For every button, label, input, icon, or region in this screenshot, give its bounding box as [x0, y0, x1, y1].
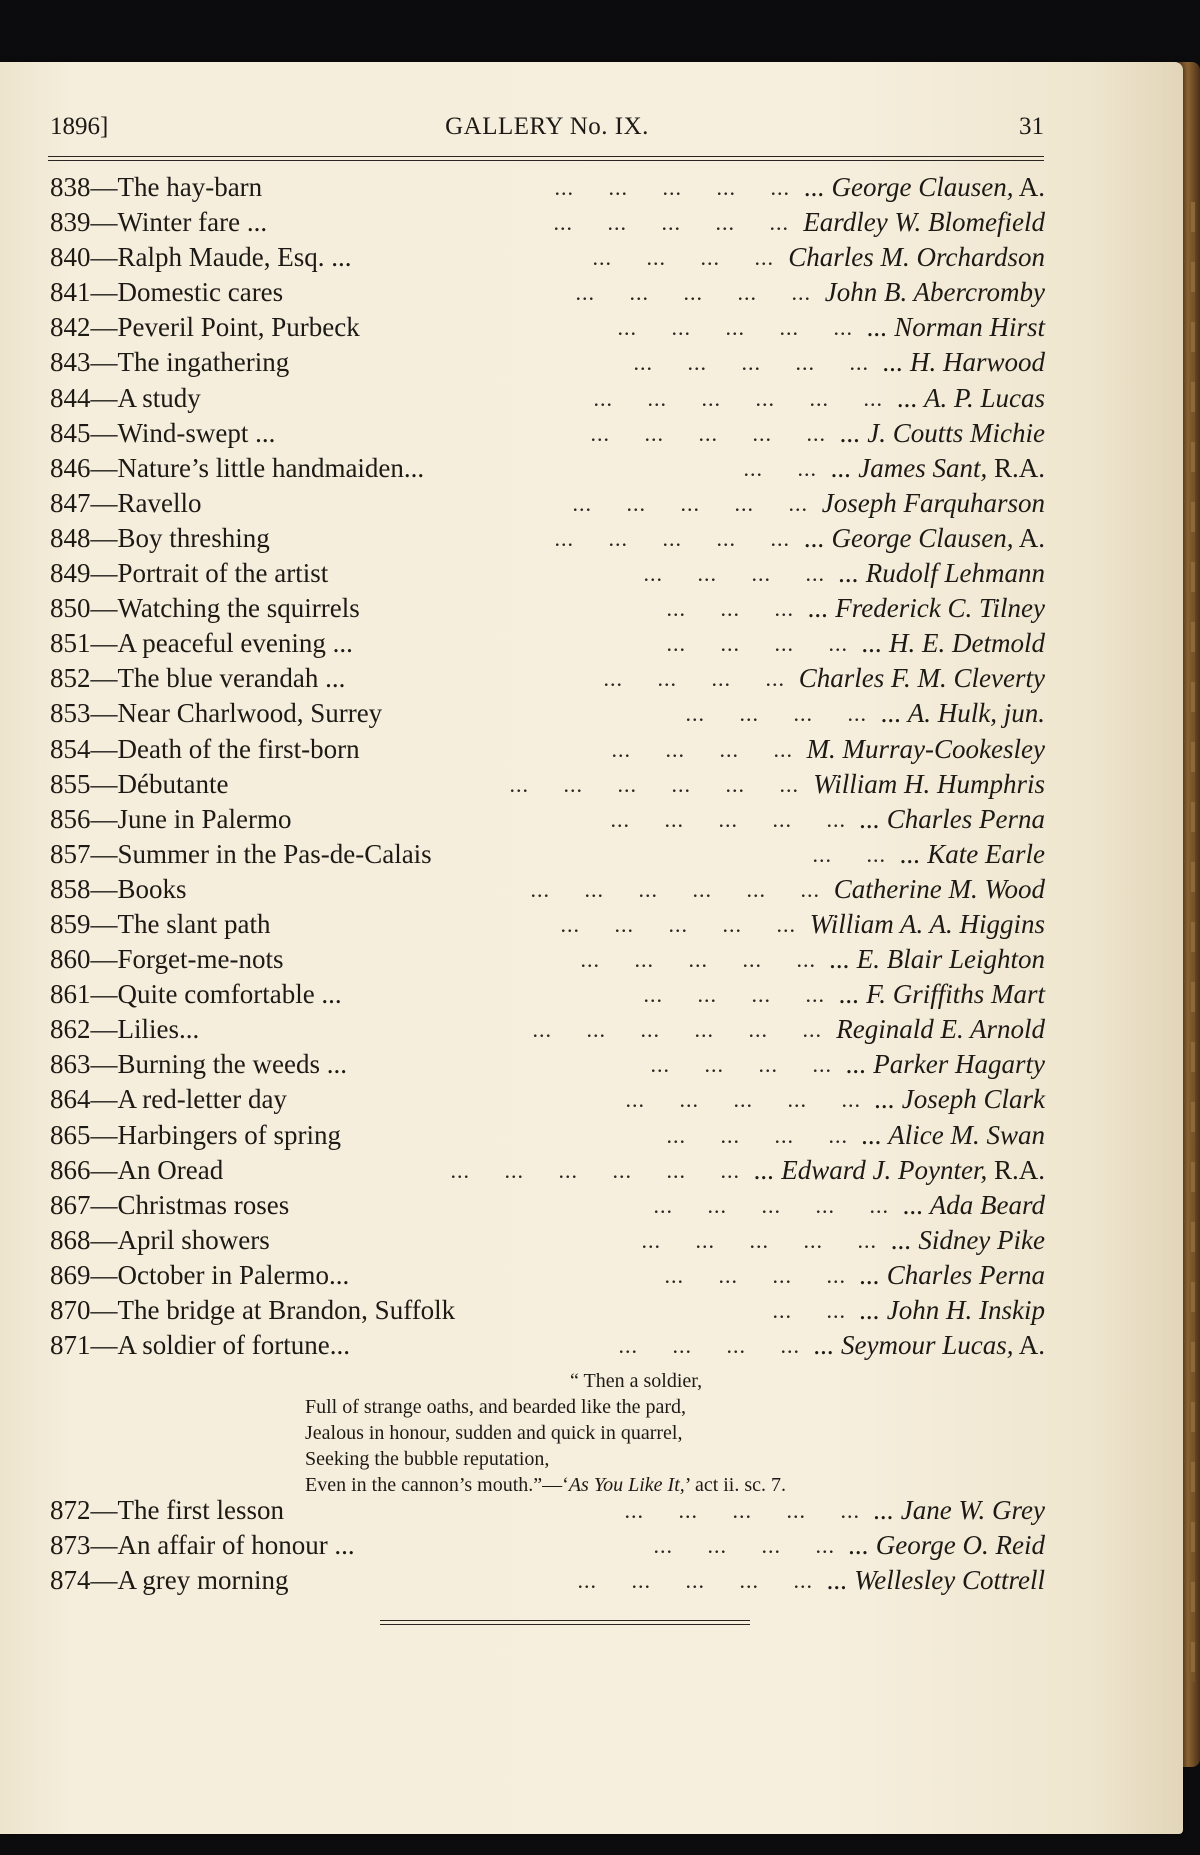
entry-artist [831, 453, 1045, 484]
entry-artist [846, 1049, 1045, 1080]
entry-dot-leaders: ... ... ... [666, 596, 794, 622]
catalogue-entry [50, 488, 1045, 523]
artist-name: Catherine M. Wood [833, 873, 1045, 904]
entry-artist [814, 1330, 1045, 1361]
entry-title: 863—Burning the weeds ... [50, 1049, 347, 1080]
catalogue-entries-continued [50, 1495, 1045, 1600]
entry-title: 846—Nature’s little handmaiden... [50, 452, 425, 483]
entry-title: 866—An Oread [50, 1154, 224, 1185]
entry-dot-leaders: ... ... ... ... ... [580, 947, 816, 973]
artist-name: ... Jane W. Grey [873, 1495, 1045, 1525]
artist-name: ... James Sant, [831, 452, 988, 483]
catalogue-entry [50, 979, 1045, 1014]
entry-artist [830, 944, 1045, 975]
artist-name: William A. A. Higgins [809, 908, 1045, 939]
artist-name: ... John H. Inskip [859, 1295, 1045, 1325]
entry-artist [808, 593, 1045, 624]
entry-dot-leaders: ... ... ... ... ... [653, 1192, 889, 1218]
footer-double-rule [380, 1620, 750, 1625]
entry-dot-leaders: ... ... ... ... [664, 1262, 846, 1288]
catalogue-entry [50, 277, 1045, 312]
catalogue-entry [50, 1084, 1045, 1119]
entry-artist [827, 1565, 1045, 1596]
catalogue-entry [50, 1330, 1045, 1365]
artist-name: ... A. P. Lucas [897, 382, 1045, 413]
entry-title: 842—Peveril Point, Purbeck [50, 312, 360, 343]
catalogue-entry [50, 874, 1045, 909]
entry-title: 845—Wind-swept ... [50, 417, 276, 448]
artist-name: ... Frederick C. Tilney [808, 593, 1045, 624]
catalogue-entry [50, 628, 1045, 663]
entry-dot-leaders: ... ... ... ... [592, 245, 774, 271]
entry-artist [897, 383, 1045, 414]
catalogue-entry [50, 1120, 1045, 1155]
catalogue-entry [50, 1014, 1045, 1049]
entry-title: 855—Débutante [50, 768, 229, 799]
artist-name: Joseph Farquharson [821, 487, 1045, 518]
catalogue-entry [50, 1260, 1045, 1295]
catalogue-entry [50, 1225, 1045, 1260]
entry-dot-leaders: ... ... ... ... [666, 631, 848, 657]
entry-artist [754, 1155, 1045, 1186]
entry-title: 872—The first lesson [50, 1495, 284, 1525]
catalogue-entry [50, 1190, 1045, 1225]
artist-name: ... George Clausen, [804, 172, 1014, 202]
entry-dot-leaders: ... ... ... ... [611, 736, 793, 762]
catalogue-entry [50, 839, 1045, 874]
catalogue-entry [50, 1530, 1045, 1565]
entry-artist [813, 769, 1045, 800]
entry-artist [867, 312, 1045, 343]
artist-academy-suffix: R.A. [987, 1154, 1045, 1185]
entry-dot-leaders: ... ... ... ... ... [590, 420, 826, 446]
entry-artist [803, 207, 1045, 238]
entry-dot-leaders: ... ... ... ... ... [633, 350, 869, 376]
artist-name: Eardley W. Blomefield [803, 207, 1045, 238]
catalogue-entry [50, 242, 1045, 277]
artist-name: Charles M. Orchardson [788, 242, 1045, 273]
artist-name: ... Ada Beard [903, 1189, 1045, 1220]
quote-line-4: Seeking the bubble reputation, [305, 1448, 550, 1470]
entry-artist [807, 734, 1045, 765]
artist-name: ... Joseph Clark [874, 1084, 1045, 1115]
entry-dot-leaders: ... ... [812, 841, 886, 867]
entry-title: 854—Death of the first-born [50, 733, 360, 764]
entry-title: 861—Quite comfortable ... [50, 979, 342, 1010]
entry-dot-leaders: ... ... ... ... ... [624, 1498, 860, 1523]
entry-title: 858—Books [50, 873, 187, 904]
artist-academy-suffix: A. [1013, 1330, 1045, 1361]
entry-title: 859—The slant path [50, 908, 271, 939]
entry-artist [799, 663, 1045, 694]
entry-dot-leaders: ... ... ... ... ... [554, 175, 790, 200]
quote-line-1: “ Then a soldier, [570, 1370, 703, 1392]
entry-artist [822, 488, 1045, 519]
quote-source-title: As You Like It, [568, 1474, 685, 1496]
entry-title: 867—Christmas roses [50, 1189, 290, 1220]
entry-title: 840—Ralph Maude, Esq. ... [50, 242, 352, 273]
entry-title: 873—An affair of honour ... [50, 1530, 355, 1561]
entry-dot-leaders: ... ... ... ... [618, 1333, 800, 1359]
catalogue-entry [50, 383, 1045, 418]
entry-title: 871—A soldier of fortune... [50, 1330, 350, 1361]
entry-title: 838—The hay-barn [50, 172, 263, 202]
artist-name: ... Charles Perna [859, 1259, 1045, 1290]
catalogue-entry [50, 1155, 1045, 1190]
header-double-rule [48, 156, 1044, 161]
entry-artist [883, 347, 1045, 378]
entry-dot-leaders: ... ... ... ... ... ... [509, 771, 799, 797]
entry-dot-leaders: ... ... ... ... [603, 666, 785, 692]
catalogue-entry [50, 207, 1045, 242]
artist-academy-suffix: A. [1013, 522, 1045, 553]
entry-title: 843—The ingathering [50, 347, 290, 378]
entry-dot-leaders: ... ... ... ... ... [577, 1568, 813, 1594]
artist-name: ... Edward J. Poynter, [754, 1154, 988, 1185]
header-year: 1896] [50, 113, 109, 140]
entry-artist [834, 874, 1045, 905]
entry-title: 847—Ravello [50, 487, 202, 518]
catalogue-entry [50, 944, 1045, 979]
entry-artist [805, 523, 1046, 554]
entry-title: 841—Domestic cares [50, 277, 284, 308]
entry-title: 860—Forget-me-nots [50, 944, 284, 975]
entry-artist [839, 979, 1045, 1010]
artist-name: Charles F. M. Cleverty [798, 663, 1045, 694]
catalogue-entry [50, 734, 1045, 769]
entry-artist [860, 1295, 1045, 1326]
artist-name: ... Seymour Lucas, [814, 1330, 1014, 1361]
entry-title: 874—A grey morning [50, 1565, 289, 1596]
entry-title: 849—Portrait of the artist [50, 558, 329, 589]
shakespeare-quotation [305, 1368, 985, 1498]
artist-name: Reginald E. Arnold [836, 1014, 1045, 1045]
catalogue-entry [50, 1495, 1045, 1530]
entry-dot-leaders: ... ... ... ... ... [575, 280, 811, 306]
header-page-number: 31 [1019, 113, 1044, 140]
catalogue-entry [50, 172, 1045, 207]
catalogue-entry [50, 453, 1045, 488]
entry-title: 868—April showers [50, 1224, 270, 1255]
entry-artist [891, 1225, 1045, 1256]
catalogue-entry [50, 663, 1045, 698]
entry-artist [839, 558, 1045, 589]
entry-dot-leaders: ... ... ... ... ... [625, 1087, 861, 1113]
entry-dot-leaders: ... ... ... ... ... ... [450, 1157, 740, 1183]
artist-name: ... Alice M. Swan [861, 1119, 1045, 1150]
entry-dot-leaders: ... ... ... ... ... [641, 1227, 877, 1253]
artist-name: William H. Humphris [813, 768, 1045, 799]
catalogue-entry [50, 312, 1045, 347]
quote-line-2: Full of strange oaths, and bearded like the pard, [305, 1396, 686, 1418]
entry-artist [788, 242, 1045, 273]
entry-title: 848—Boy threshing [50, 522, 270, 553]
artist-name: ... George Clausen, [804, 522, 1014, 553]
entry-dot-leaders: ... ... ... ... [650, 1052, 832, 1078]
entry-title: 839—Winter fare ... [50, 207, 268, 238]
artist-name: ... F. Griffiths Mart [839, 979, 1045, 1010]
artist-academy-suffix: R.A. [987, 452, 1045, 483]
artist-name: ... J. Coutts Michie [840, 417, 1045, 448]
entry-title: 865—Harbingers of spring [50, 1119, 341, 1150]
catalogue-entry [50, 769, 1045, 804]
entry-title: 844—A study [50, 382, 201, 413]
catalogue-entry [50, 558, 1045, 593]
entry-artist [875, 1084, 1045, 1115]
artist-name: ... Charles Perna [859, 803, 1045, 834]
entry-artist [810, 909, 1045, 940]
artist-name: ... Norman Hirst [867, 312, 1045, 343]
entry-title: 870—The bridge at Brandon, Suffolk [50, 1295, 456, 1325]
entry-title: 850—Watching the squirrels [50, 593, 360, 624]
entry-artist [874, 1495, 1045, 1526]
artist-name: M. Murray-Cookesley [806, 733, 1045, 764]
entry-dot-leaders: ... ... ... ... [643, 561, 825, 587]
entry-artist [900, 839, 1045, 870]
header-gallery-title: GALLERY No. IX. [445, 113, 649, 140]
entry-artist [862, 1120, 1045, 1151]
catalogue-entry [50, 593, 1045, 628]
catalogue-entry [50, 1295, 1045, 1330]
catalogue-entries [50, 172, 1045, 1365]
entry-title: 852—The blue verandah ... [50, 663, 346, 694]
entry-dot-leaders: ... ... ... ... ... [617, 315, 853, 341]
catalogue-entry [50, 523, 1045, 558]
artist-name: ... Parker Hagarty [846, 1049, 1045, 1080]
entry-dot-leaders: ... ... ... ... ... [553, 210, 789, 236]
catalogue-entry [50, 1049, 1045, 1084]
artist-name: ... Rudolf Lehmann [838, 558, 1045, 589]
entry-dot-leaders: ... ... ... ... [685, 701, 867, 727]
entry-dot-leaders: ... ... ... ... ... [572, 490, 808, 516]
entry-title: 851—A peaceful evening ... [50, 628, 353, 659]
artist-name: John B. Abercromby [824, 277, 1045, 308]
entry-dot-leaders: ... ... ... ... [666, 1122, 848, 1148]
entry-dot-leaders: ... ... ... ... [643, 982, 825, 1008]
entry-artist [881, 698, 1045, 729]
quote-line-3: Jealous in honour, sudden and quick in quarrel, [305, 1422, 683, 1444]
artist-name: ... Kate Earle [900, 838, 1045, 869]
entry-artist [836, 1014, 1045, 1045]
artist-name: ... H. E. Detmold [862, 628, 1045, 659]
artist-academy-suffix: A. [1013, 172, 1045, 202]
running-head [50, 113, 1044, 153]
entry-dot-leaders: ... ... ... ... ... ... [593, 385, 883, 411]
catalogue-entry [50, 804, 1045, 839]
catalogue-entry [50, 1565, 1045, 1600]
entry-title: 864—A red-letter day [50, 1084, 287, 1115]
artist-name: ... Sidney Pike [891, 1224, 1045, 1255]
entry-artist [825, 277, 1045, 308]
entry-title: 857—Summer in the Pas-de-Calais [50, 838, 432, 869]
entry-dot-leaders: ... ... [772, 1298, 846, 1323]
entry-dot-leaders: ... ... ... ... ... ... [532, 1017, 822, 1043]
entry-artist [862, 628, 1045, 659]
artist-name: ... Wellesley Cottrell [827, 1565, 1045, 1596]
catalogue-entry [50, 347, 1045, 382]
entry-dot-leaders: ... ... ... ... ... [610, 806, 846, 832]
entry-dot-leaders: ... ... ... ... ... [554, 525, 790, 551]
entry-artist [805, 172, 1046, 203]
entry-artist [903, 1190, 1045, 1221]
artist-name: ... E. Blair Leighton [829, 944, 1045, 975]
entry-artist [860, 804, 1045, 835]
entry-title: 853—Near Charlwood, Surrey [50, 698, 383, 729]
entry-dot-leaders: ... ... ... ... ... [560, 911, 796, 937]
quote-line-5-text: Even in the cannon’s mouth.”—‘ [305, 1474, 569, 1496]
artist-name: ... H. Harwood [882, 347, 1045, 378]
artist-name: ... A. Hulk, jun. [881, 698, 1045, 729]
catalogue-entry [50, 698, 1045, 733]
catalogue-entry [50, 909, 1045, 944]
entry-title: 856—June in Palermo [50, 803, 292, 834]
entry-artist [860, 1260, 1045, 1291]
catalogue-entry [50, 418, 1045, 453]
entry-dot-leaders: ... ... ... ... [653, 1533, 835, 1559]
entry-artist [840, 418, 1045, 449]
entry-dot-leaders: ... ... ... ... ... ... [530, 876, 820, 902]
entry-title: 862—Lilies... [50, 1014, 200, 1045]
entry-title: 869—October in Palermo... [50, 1259, 350, 1290]
quote-reference: ’ act ii. sc. 7. [684, 1474, 787, 1496]
binding-gilding [1191, 202, 1195, 1682]
entry-artist [849, 1530, 1045, 1561]
artist-name: ... George O. Reid [848, 1530, 1045, 1561]
entry-dot-leaders: ... ... [743, 455, 817, 481]
